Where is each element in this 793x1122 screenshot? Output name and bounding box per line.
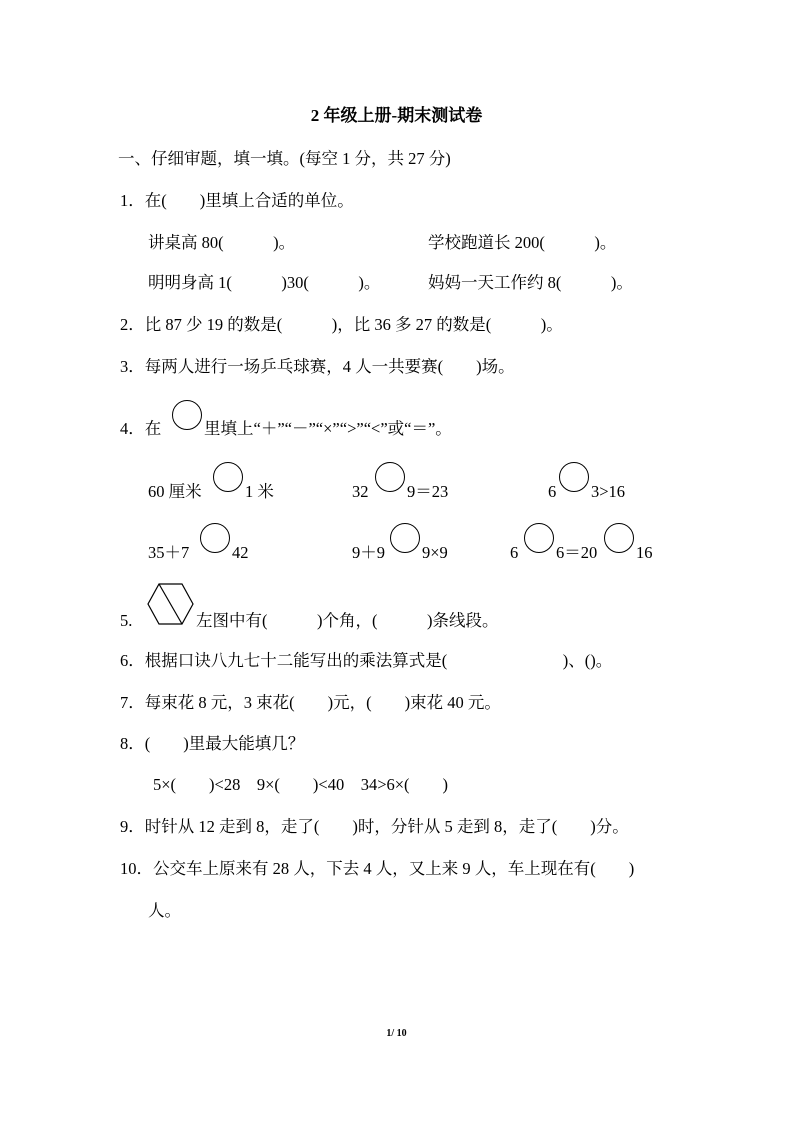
q4-r2a-left: 35＋7 (148, 543, 190, 562)
question-1-item-d: 妈妈一天工作约 8( )。 (428, 273, 633, 292)
question-1-item-c: 明明身高 1( )30( )。 (148, 273, 381, 292)
q4-r2c-middle: 6＝20 (556, 543, 598, 562)
q4-r2a-right: 42 (232, 543, 249, 562)
q4-r2b-right: 9×9 (422, 543, 448, 562)
blank-circle (390, 523, 420, 553)
page-number: 1/ 10 (386, 1028, 407, 1039)
question-8-stem: 8．( )里最大能填几？ (120, 734, 305, 753)
question-8-items: 5×( )<28 9×( )<40 34>6×( ) (153, 775, 449, 794)
question-4-prefix: 4．在 (120, 419, 162, 438)
blank-circle (375, 462, 405, 492)
question-2: 2．比 87 少 19 的数是( )，比 36 多 27 的数是( )。 (120, 315, 563, 334)
question-4-text: 里填上“＋”“－”“×”“>”“<”或“＝”。 (204, 419, 452, 438)
question-9: 9．时针从 12 走到 8，走了( )时，分针从 5 走到 8，走了( )分。 (120, 817, 629, 836)
blank-circle (604, 523, 634, 553)
q4-r2c-right: 16 (636, 543, 653, 562)
blank-circle (172, 400, 202, 430)
hexagon-figure (146, 583, 194, 625)
question-5-number: 5. (120, 611, 133, 630)
question-6: 6．根据口诀八九七十二能写出的乘法算式是( )、()。 (120, 651, 613, 670)
question-5-text: 左图中有( )个角，( )条线段。 (196, 611, 499, 630)
question-1-item-b: 学校跑道长 200( )。 (428, 233, 617, 252)
section-heading: 一、仔细审题，填一填。(每空 1 分，共 27 分) (118, 149, 451, 168)
q4-r1c-right: 3>16 (591, 482, 626, 501)
blank-circle (200, 523, 230, 553)
blank-circle (559, 462, 589, 492)
blank-circle (213, 462, 243, 492)
question-10-line-2: 人。 (148, 901, 181, 920)
question-7: 7．每束花 8 元，3 束花( )元，( )束花 40 元。 (120, 693, 501, 712)
question-10-line-1: 10．公交车上原来有 28 人，下去 4 人，又上来 9 人，车上现在有( ) (120, 859, 635, 878)
q4-r1a-right: 1 米 (245, 482, 274, 501)
q4-r1b-left: 32 (352, 482, 369, 501)
question-3: 3．每两人进行一场乒乓球赛，4 人一共要赛( )场。 (120, 357, 515, 376)
page-title: 2 年级上册-期末测试卷 (310, 106, 483, 125)
blank-circle (524, 523, 554, 553)
q4-r1b-right: 9＝23 (407, 482, 449, 501)
q4-r1a-left: 60 厘米 (148, 482, 202, 501)
question-1-item-a: 讲桌高 80( )。 (148, 233, 296, 252)
q4-r2b-left: 9＋9 (352, 543, 385, 562)
q4-r2c-left: 6 (510, 543, 519, 562)
q4-r1c-left: 6 (548, 482, 557, 501)
question-1-stem: 1．在( )里填上合适的单位。 (120, 191, 354, 210)
